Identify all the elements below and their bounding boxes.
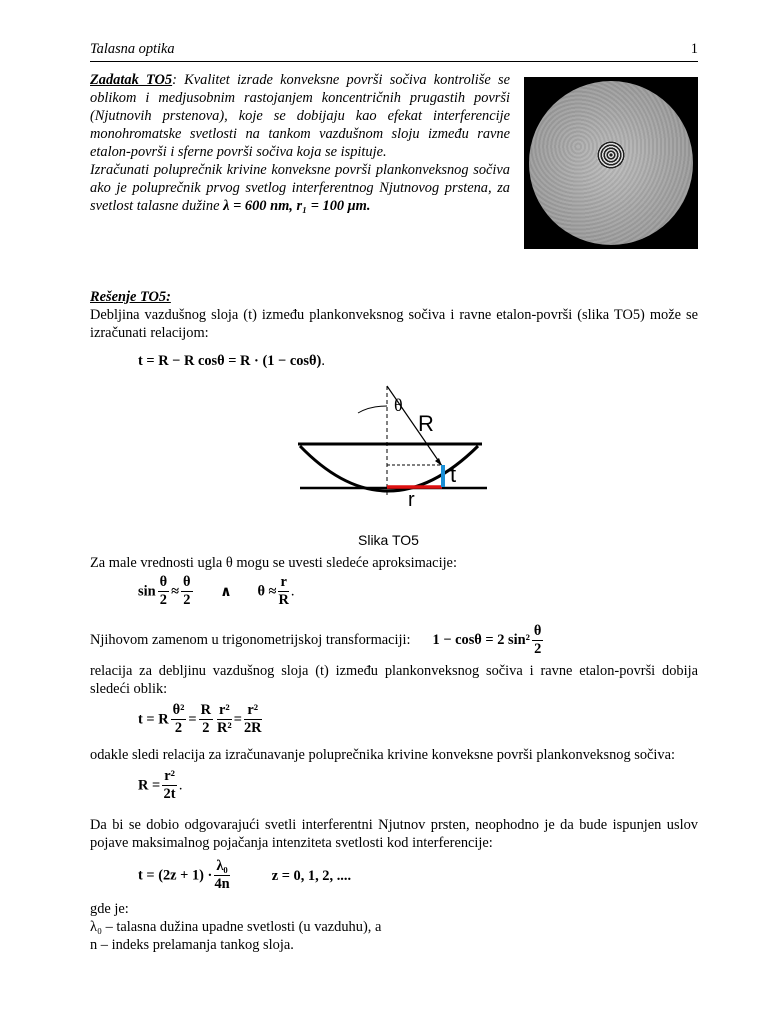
task-section	[90, 71, 698, 271]
frac-den: 2t	[163, 786, 176, 802]
eq2-frac-2	[199, 702, 213, 737]
frac-num: r²	[164, 768, 175, 784]
frac-num: θ	[159, 574, 168, 590]
frac-num: θ²	[172, 702, 185, 718]
eq2-frac-1	[171, 702, 187, 737]
eq2-frac-3	[217, 702, 232, 737]
eq4-frac	[214, 858, 229, 893]
eq4-z-values: z = 0, 1, 2, ....	[271, 867, 352, 884]
approx-dot: .	[290, 583, 295, 600]
frac-num: r	[278, 574, 288, 592]
equation-1-end: .	[321, 353, 325, 369]
frac-den: 4n	[214, 876, 230, 892]
definition-n: n – indeks prelamanja tankog sloja.	[90, 937, 294, 953]
figure-to5	[90, 376, 698, 554]
sin-label: sin	[138, 583, 156, 600]
interference-rings	[597, 141, 625, 169]
equation-1	[138, 352, 698, 370]
task-label: Zadatak TO5	[90, 72, 173, 88]
frac-r-R	[278, 574, 288, 609]
equation-4	[138, 858, 698, 898]
theta-label: θ	[394, 395, 403, 415]
trig-line	[90, 620, 698, 660]
page-header	[90, 40, 698, 62]
frac-den: 2	[183, 592, 191, 608]
solution-paragraph-3: Njihovom zamenom u trigonometrijskoj transformaciji:	[90, 632, 411, 648]
frac-theta-2-c	[532, 623, 544, 658]
frac-num: r²	[217, 702, 232, 720]
eq3-dot: .	[178, 777, 183, 794]
eq2-lhs: t = R	[138, 711, 169, 728]
equation-1-text: t = R − R cosθ = R · (1 − cosθ)	[138, 353, 322, 369]
trig-equation: 1 − cosθ = 2 sin²	[432, 632, 530, 648]
solution-paragraph-5: odakle sledi relacija za izračunavanje poluprečnika krivine konveksne površi plankonveksnog sočiva:	[90, 747, 676, 763]
figure-caption: Slika TO5	[358, 532, 419, 548]
frac-num: θ	[183, 574, 191, 590]
solution-paragraph-6: Da bi se dobio odgovarajući svetli interferentni Njutnov prsten, neophodno je da bude ispunjen uslov pojave maksimalnog pojačanja intenziteta svetlosti kod interferencije:	[90, 817, 698, 851]
task-text-2: Izračunati poluprečnik krivine konveksne površi plankonveksnog sočiva ako je poluprečnik prvog svetlog interferentnog Njutnovog prstena, za svetlost talasne dužine	[90, 162, 510, 214]
definition-lambda: λ₀ – talasna dužina upadne svetlosti (u vazduhu), a	[90, 919, 382, 935]
solution-paragraph-4: relacija za debljinu vazdušnog sloja (t) između plankonveksnog sočiva i ravne etalon-površi dobija sledeći oblik:	[90, 663, 698, 697]
task-text-1: : Kvalitet izrade konveksne površi sočiva kontroliše se oblikom i medjusobnim rastojanjem koncentričnih prugastih površi (Njutnovih prstenova), koje se dobijaju kao efekat interferencije monohromatske svetlosti na tankom vazdušnom sloju između ravne etalon-površi i sferne površi sočiva koja se ispituje.	[90, 72, 510, 160]
t-label: t	[450, 462, 457, 487]
equation-3	[138, 768, 698, 808]
eq4-lhs: t = (2z + 1) ·	[138, 867, 213, 884]
where-label: gde je:	[90, 901, 129, 917]
task-values: λ = 600 nm, r₁ = 100 μm.	[223, 198, 371, 214]
document-page	[90, 40, 698, 954]
theta-approx: θ ≈	[257, 583, 277, 600]
frac-den: 2	[202, 720, 210, 736]
frac-den: 2	[159, 592, 167, 608]
r-label: r	[408, 489, 415, 511]
solution-title: Rešenje TO5:	[90, 289, 171, 305]
frac-theta-2-b	[181, 574, 193, 609]
frac-den: R²	[217, 720, 232, 736]
and-sign: ∧	[220, 583, 232, 600]
frac-num: λ₀	[216, 858, 228, 874]
theta-arc	[358, 406, 387, 413]
newton-rings-photo	[524, 77, 698, 249]
lens-disk	[529, 81, 693, 245]
approx-equations	[138, 574, 698, 614]
frac-num: R	[200, 702, 212, 718]
eq3-frac	[162, 768, 177, 803]
page-number: 1	[690, 41, 698, 57]
approx-sign: ≈	[171, 583, 180, 600]
frac-den: 2	[174, 720, 183, 736]
solution-paragraph-1: Debljina vazdušnog sloja (t) između plankonveksnog sočiva i ravne etalon-površi (slika TO5) može se izračunati relacijom:	[90, 307, 698, 341]
task-statement	[90, 71, 510, 215]
eq3-lhs: R =	[138, 777, 161, 794]
frac-num: r²	[244, 702, 262, 720]
frac-den: R	[278, 592, 289, 608]
eq2-frac-4	[244, 702, 262, 737]
equation-2	[138, 702, 698, 742]
solution-paragraph-2: Za male vrednosti ugla θ mogu se uvesti sledeće aproksimacije:	[90, 555, 457, 571]
frac-den: 2R	[243, 720, 262, 736]
eq2-equals-2: =	[233, 711, 242, 728]
eq2-equals-1: =	[188, 711, 197, 728]
frac-den: 2	[534, 640, 542, 657]
header-title: Talasna optika	[90, 41, 175, 57]
frac-num: θ	[533, 622, 542, 639]
lens-diagram	[290, 376, 490, 526]
R-label: R	[418, 411, 434, 436]
frac-theta-2-a	[158, 574, 170, 609]
